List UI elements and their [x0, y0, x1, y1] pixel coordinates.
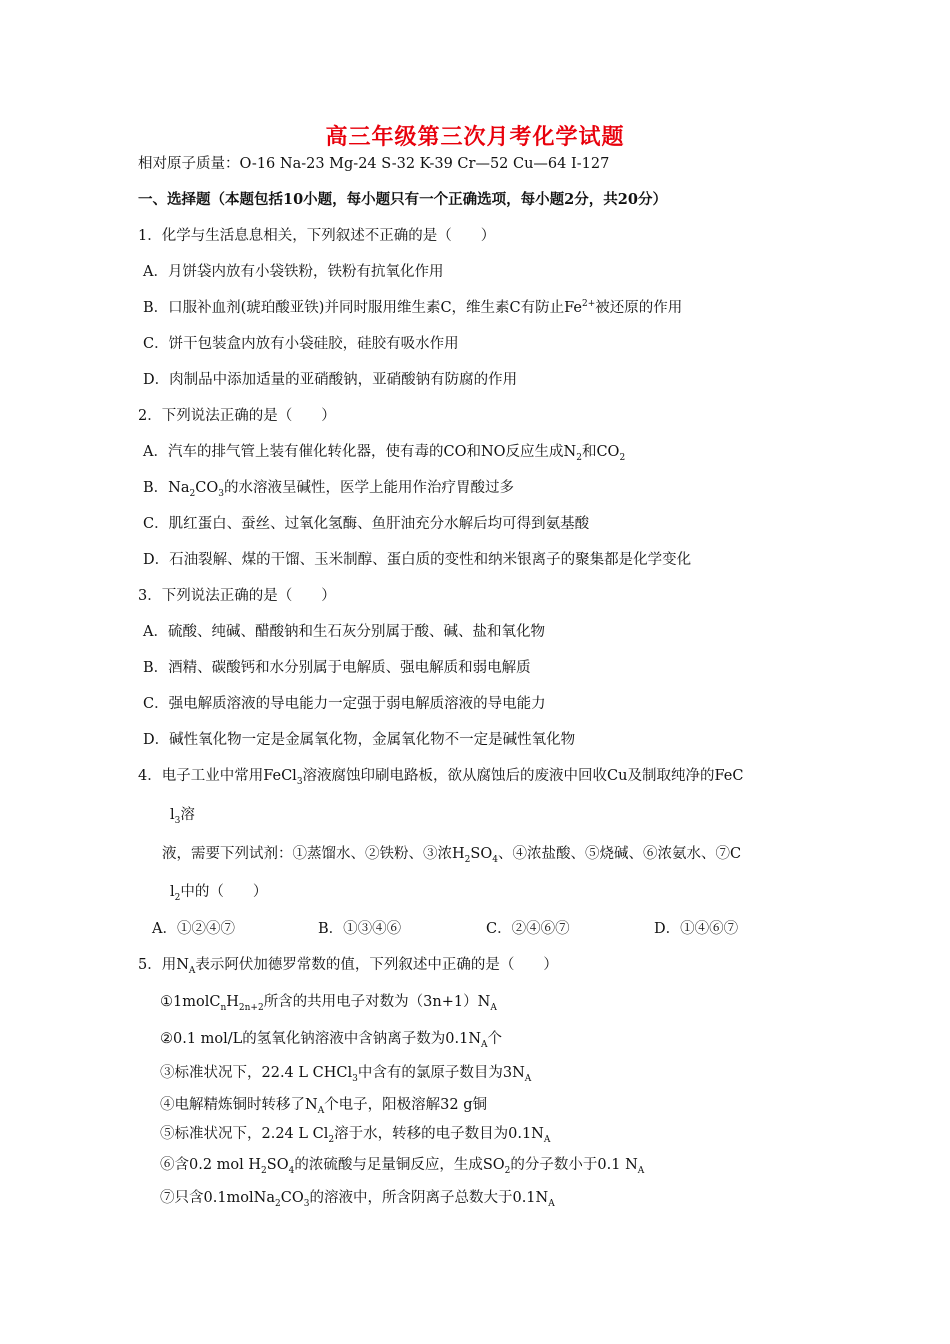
q2-option-d: D．石油裂解、煤的干馏、玉米制醇、蛋白质的变性和纳米银离子的聚集都是化学变化: [143, 552, 692, 568]
superscript: 2+: [582, 299, 596, 310]
text-span: ⑥含0.2 mol H: [160, 1157, 262, 1173]
text-span: 和CO: [581, 444, 620, 460]
text-span: 、④浓盐酸、⑤烧碱、⑥浓氨水、⑦C: [497, 846, 742, 862]
q5-stem: [138, 953, 558, 976]
subscript: 2: [504, 1165, 511, 1176]
text-span: l: [170, 884, 175, 900]
q4-option-c: C．②④⑥⑦: [486, 921, 570, 937]
text-span: 的水溶液呈碱性，医学上能用作治疗胃酸过多: [223, 480, 514, 496]
subscript: 2: [619, 452, 626, 463]
q4-stem-line4: [170, 880, 267, 903]
section-heading: 一、选择题（本题包括10小题，每小题只有一个正确选项，每小题2分，共20分）: [138, 191, 667, 208]
text-span: 的浓硫酸与足量铜反应，生成SO: [294, 1157, 505, 1173]
subscript: 2: [261, 1165, 267, 1176]
subscript: 2: [275, 1198, 281, 1209]
q5-item-4: [160, 1093, 487, 1116]
q1-option-c: C．饼干包装盒内放有小袋硅胶，硅胶有吸水作用: [143, 336, 459, 352]
subscript: A: [188, 965, 196, 976]
q5-item-1: [160, 990, 497, 1013]
text-span: H: [226, 994, 239, 1010]
q4-stem-line2: [170, 803, 195, 826]
subscript: 3: [303, 1198, 310, 1209]
subscript: A: [524, 1073, 532, 1084]
q4-option-a: A．①②④⑦: [152, 921, 235, 937]
text-span: 个电子，阳极溶解32 g铜: [324, 1097, 488, 1113]
q3-stem: 3．下列说法正确的是（ ）: [138, 588, 336, 604]
text-span: 溶液腐蚀印刷电路板，欲从腐蚀后的废液中回收Cu及制取纯净的FeC: [302, 768, 744, 784]
text-span: 5．用N: [138, 957, 189, 973]
text-span: ①1molC: [160, 994, 221, 1010]
page-title: 高三年级第三次月考化学试题: [325, 125, 625, 150]
text-span: SO: [266, 1157, 289, 1173]
q4-stem-line1: [138, 764, 743, 787]
subscript: 2: [174, 892, 181, 903]
q1-option-b: [143, 296, 682, 317]
q3-option-d: D．碱性氧化物一定是金属氧化物，金属氧化物不一定是碱性氧化物: [143, 732, 576, 748]
text-span: ⑤标准状况下，2.24 L Cl: [160, 1126, 329, 1142]
subscript: A: [637, 1165, 645, 1176]
text-span: SO: [470, 846, 493, 862]
q3-option-c: C．强电解质溶液的导电能力一定强于弱电解质溶液的导电能力: [143, 696, 546, 712]
subscript: n: [220, 1002, 227, 1013]
text-span: ②0.1 mol/L的氢氧化钠溶液中含钠离子数为0.1N: [160, 1031, 482, 1047]
text-span: B．Na: [143, 480, 190, 496]
text-span: ⑦只含0.1molNa: [160, 1190, 276, 1206]
q2-option-a: [143, 440, 625, 463]
subscript: 3: [174, 815, 181, 826]
subscript: 2: [189, 488, 196, 499]
text-span: A．汽车的排气管上装有催化转化器，使有毒的CO和NO反应生成N: [143, 444, 577, 460]
q3-option-a: A．硫酸、纯碱、醋酸钠和生石灰分别属于酸、碱、盐和氧化物: [143, 624, 545, 640]
text-span: 中含有的氯原子数目为3N: [357, 1065, 525, 1081]
text-span: ③标准状况下，22.4 L CHCl: [160, 1065, 353, 1081]
text-span: 被还原的作用: [595, 300, 683, 316]
q1-option-a: A．月饼袋内放有小袋铁粉，铁粉有抗氧化作用: [143, 264, 444, 280]
q5-item-7: [160, 1186, 555, 1209]
subscript: A: [490, 1002, 497, 1013]
q5-item-2: [160, 1027, 502, 1050]
q4-option-b: B．①③④⑥: [318, 921, 402, 937]
subscript: 3: [218, 488, 224, 499]
q2-option-b: [143, 476, 514, 499]
subscript: 2n+2: [238, 1002, 264, 1013]
text-span: CO: [195, 480, 219, 496]
text-span: 个: [487, 1031, 503, 1047]
text-span: 表示阿伏加德罗常数的值，下列叙述中正确的是（ ）: [195, 957, 558, 973]
subscript: 2: [328, 1134, 335, 1145]
subscript: A: [481, 1039, 488, 1050]
q4-option-d: D．①④⑥⑦: [654, 921, 739, 937]
q5-item-5: [160, 1122, 550, 1145]
text-span: B．口服补血剂(琥珀酸亚铁)并同时服用维生素C，维生素C有防止Fe: [143, 300, 583, 316]
text-span: 4．电子工业中常用FeCl: [138, 768, 297, 784]
q5-item-3: [160, 1061, 531, 1084]
atomic-mass-line: 相对原子质量：O-16 Na-23 Mg-24 S-32 K-39 Cr—52 Cu—64 I-127: [138, 156, 610, 172]
subscript: 3: [296, 776, 303, 787]
q1-option-d: D．肉制品中添加适量的亚硝酸钠，亚硝酸钠有防腐的作用: [143, 372, 518, 388]
q3-option-b: B．酒精、碳酸钙和水分别属于电解质、强电解质和弱电解质: [143, 660, 531, 676]
text-span: 的溶液中，所含阴离子总数大于0.1N: [309, 1190, 549, 1206]
q2-option-c: C．肌红蛋白、蚕丝、过氧化氢酶、鱼肝油充分水解后均可得到氨基酸: [143, 516, 590, 532]
q5-item-6: [160, 1153, 644, 1176]
q2-stem: 2．下列说法正确的是（ ）: [138, 408, 336, 424]
text-span: 的分子数小于0.1 N: [510, 1157, 638, 1173]
text-span: CO: [280, 1190, 304, 1206]
subscript: 4: [288, 1165, 295, 1176]
text-span: ④电解精炼铜时转移了N: [160, 1097, 318, 1113]
subscript: A: [543, 1134, 551, 1145]
subscript: A: [317, 1105, 325, 1116]
subscript: 2: [576, 452, 582, 463]
subscript: 4: [492, 854, 498, 865]
text-span: 所含的共用电子对数为（3n+1）N: [263, 994, 491, 1010]
subscript: A: [548, 1198, 555, 1209]
q1-stem: 1．化学与生活息息相关，下列叙述不正确的是（ ）: [138, 228, 496, 244]
subscript: 3: [352, 1073, 358, 1084]
text-span: 溶于水，转移的电子数目为0.1N: [334, 1126, 544, 1142]
text-span: 溶: [180, 807, 195, 823]
text-span: l: [170, 807, 175, 823]
subscript: 2: [464, 854, 471, 865]
q4-stem-line3: [162, 842, 741, 865]
text-span: 液，需要下列试剂：①蒸馏水、②铁粉、③浓H: [162, 846, 465, 862]
text-span: 中的（ ）: [180, 884, 268, 900]
